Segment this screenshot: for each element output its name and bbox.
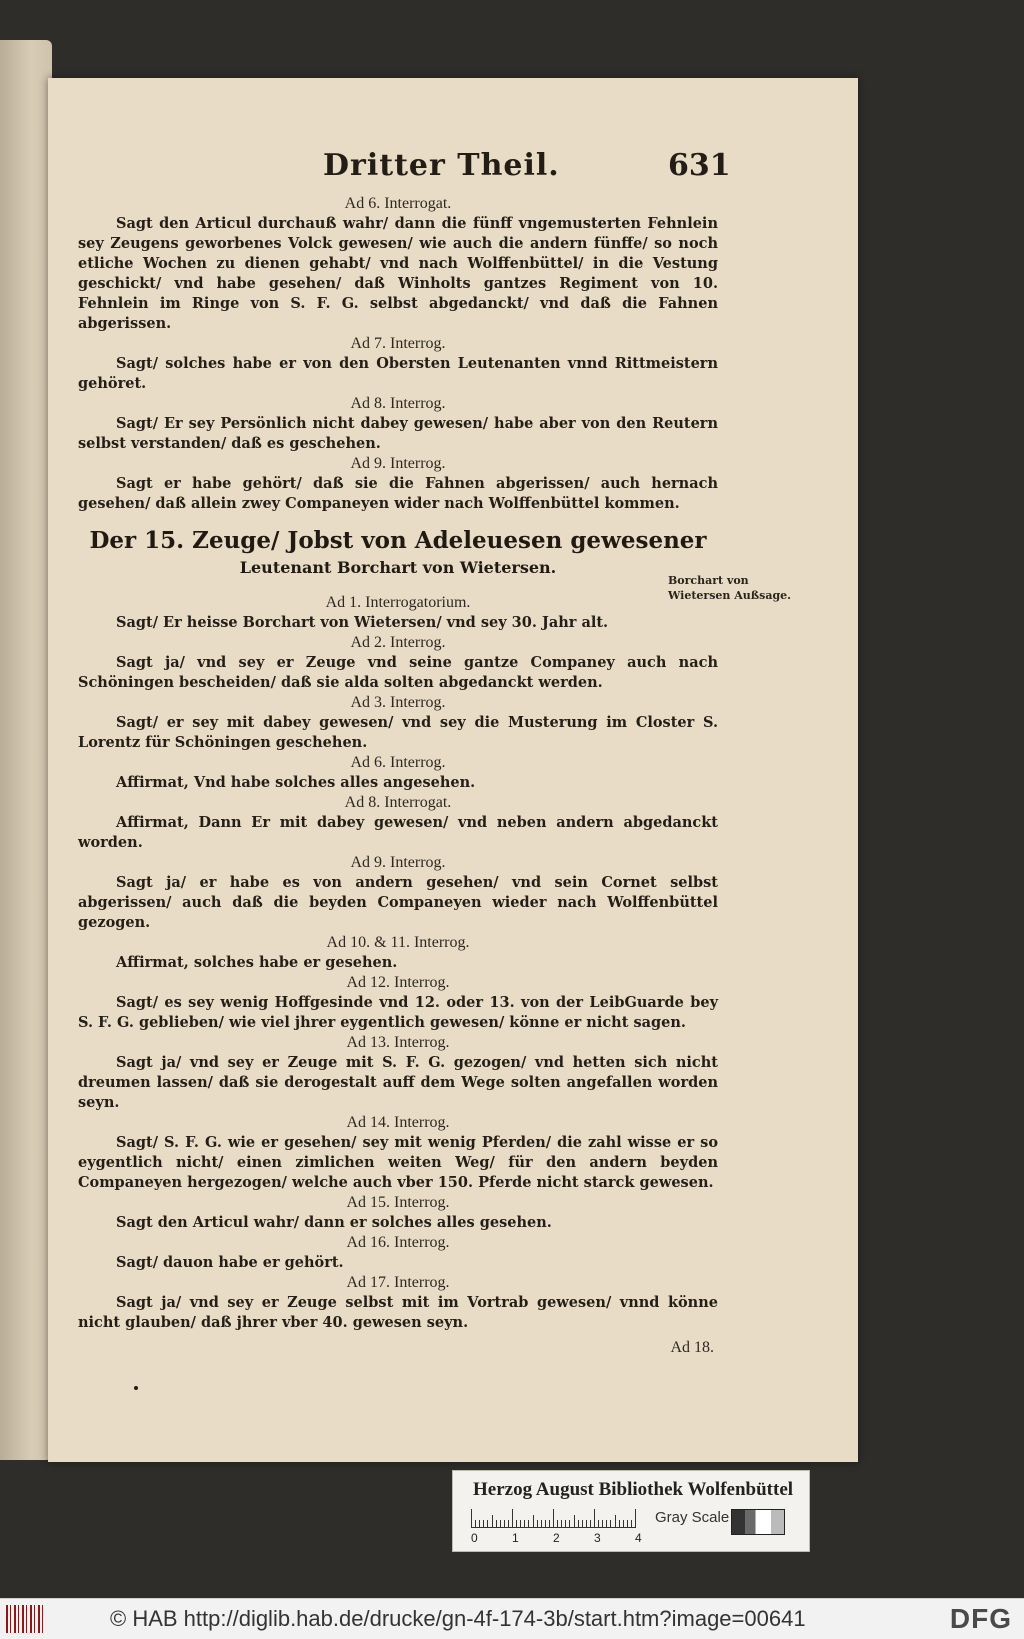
ruler-tick (504, 1520, 505, 1527)
interrogatory-heading: Ad 8. Interrogat. (344, 794, 452, 811)
testimony-paragraph: Sagt/ es sey wenig Hoffgesinde vnd 12. oder 13. von der LeibGuarde bey S. F. G. geblieben/ wie viel jhrer eygentlich gewesen/ könne er nicht sagen. (78, 994, 718, 1031)
testimony-paragraph: Sagt den Articul wahr/ dann er solches alles gesehen. (116, 1214, 552, 1231)
ruler-tick (520, 1520, 521, 1527)
ruler-tick (516, 1520, 517, 1527)
ruler-tick (635, 1509, 636, 1527)
testimony-paragraph: Affirmat, Dann Er mit dabey gewesen/ vnd neben andern abgedanckt worden. (78, 814, 718, 851)
ruler-tick (578, 1520, 579, 1527)
testimony-paragraph: Affirmat, solches habe er gesehen. (116, 954, 398, 971)
ruler-tick (479, 1520, 480, 1527)
catchword: Ad 18. (670, 1339, 714, 1356)
ruler-number: 3 (594, 1531, 601, 1545)
ruler-tick (610, 1520, 611, 1527)
ruler-tick (602, 1520, 603, 1527)
ruler-tick (623, 1520, 624, 1527)
ruler-tick (606, 1520, 607, 1527)
testimony-paragraph: Sagt/ dauon habe er gehört. (116, 1254, 344, 1271)
ruler-tick (598, 1520, 599, 1527)
testimony-paragraph: Sagt/ solches habe er von den Obersten Leutenanten vnnd Rittmeistern gehöret. (78, 355, 718, 392)
footer-bar (0, 1598, 1024, 1639)
ruler-tick (565, 1520, 566, 1527)
testimony-paragraph: Sagt/ Er sey Persönlich nicht dabey gewesen/ habe aber von den Reutern selbst verstanden/ daß es geschehen. (78, 415, 718, 452)
testimony-paragraph: Sagt ja/ vnd sey er Zeuge vnd seine gantze Companey auch nach Schöningen bescheiden/ daß sie alda solten abgedanckt werden. (78, 654, 718, 691)
interrogatory-heading: Ad 6. Interrogat. (344, 195, 452, 212)
ruler-tick (487, 1520, 488, 1527)
ruler-tick (496, 1520, 497, 1527)
ruler-tick (619, 1520, 620, 1527)
page-header (78, 148, 731, 194)
interrogatory-heading: Ad 17. Interrog. (346, 1274, 450, 1291)
interrogatory-heading: Ad 10. & 11. Interrog. (326, 934, 470, 951)
ruler-tick (528, 1520, 529, 1527)
testimony-paragraph: Sagt ja/ vnd sey er Zeuge mit S. F. G. gezogen/ vnd hetten sich nicht dreumen lassen/ daß sie derogestalt auff dem Wege solten angefallen worden seyn. (78, 1054, 718, 1111)
ruler-tick (553, 1509, 554, 1527)
document-page (48, 78, 858, 1462)
ruler-number: 4 (635, 1531, 642, 1545)
ruler-tick (508, 1520, 509, 1527)
interrogatory-heading: Ad 15. Interrog. (346, 1194, 450, 1211)
interrogatory-heading: Ad 6. Interrog. (350, 754, 446, 771)
footer-url[interactable]: © HAB http://diglib.hab.de/drucke/gn-4f-174-3b/start.htm?image=00641 (110, 1606, 806, 1631)
dfg-logo: DFG (949, 1603, 1012, 1634)
gray-scale-label: Gray Scale (655, 1509, 730, 1526)
ruler-number: 2 (553, 1531, 560, 1545)
page-number: 631 (668, 148, 731, 183)
ruler-tick (615, 1515, 616, 1527)
ruler-tick (500, 1520, 501, 1527)
ruler-tick (574, 1515, 575, 1527)
testimony-paragraph: Sagt/ S. F. G. wie er gesehen/ sey mit wenig Pferden/ die zahl wisse er so eygentlich nicht/ einen zimlichen weiten Weg/ für den andern beyden Companeyen hergezogen/ welche auch vber 150. Pferde nicht starck gewesen. (78, 1134, 718, 1191)
ruler-tick (569, 1520, 570, 1527)
ruler-tick (492, 1515, 493, 1527)
interrogatory-heading: Ad 9. Interrog. (350, 455, 446, 472)
text-block-before-title (78, 194, 718, 514)
ruler-tick (483, 1520, 484, 1527)
ruler-tick (475, 1520, 476, 1527)
interrogatory-heading: Ad 2. Interrog. (350, 634, 446, 651)
ruler-tick (627, 1520, 628, 1527)
margin-note: Borchart von Wietersen Außsage. (668, 574, 791, 602)
barcode-icon (6, 1605, 46, 1633)
ruler-tick (537, 1520, 538, 1527)
color-calibration-card (452, 1470, 810, 1552)
interrogatory-heading: Ad 9. Interrog. (350, 854, 446, 871)
ruler-tick (549, 1520, 550, 1527)
testimony-paragraph: Affirmat, Vnd habe solches alles angesehen. (116, 774, 476, 791)
section-title: Der 15. Zeuge/ Jobst von Adeleuesen gewesener (89, 527, 707, 554)
testimony-paragraph: Sagt er habe gehört/ daß sie die Fahnen abgerissen/ auch hernach gesehen/ daß allein zwey Companeyen wider nach Wolffenbüttel kommen. (78, 475, 718, 512)
testimony-paragraph: Sagt den Articul durchauß wahr/ dann die fünff vngemusterten Fehnlein sey Zeugens geworbenes Volck gewesen/ wie auch die andern fünffe/ so noch etliche Wochen zu dienen gehabt/ vnd nach Wolffenbüttel/ in die Vestung geschickt/ vnd habe gesehen/ daß Winholts gantzes Regiment von 10. Fehnlein im Ringe von S. F. G. selbst abgedanckt/ vnd daß die Fahnen abgerissen. (78, 215, 718, 332)
ruler-tick (590, 1520, 591, 1527)
adjacent-page-edge (0, 40, 52, 1460)
interrogatory-heading: Ad 13. Interrog. (346, 1034, 450, 1051)
gray-scale-swatch (731, 1509, 785, 1535)
text-block-after-title (78, 593, 718, 1333)
scale-ruler (471, 1509, 636, 1528)
section-subtitle: Leutenant Borchart von Wietersen. (239, 558, 557, 577)
interrogatory-heading: Ad 8. Interrog. (350, 395, 446, 412)
interrogatory-heading: Ad 14. Interrog. (346, 1114, 450, 1131)
testimony-paragraph: Sagt/ Er heisse Borchart von Wietersen/ vnd sey 30. Jahr alt. (116, 614, 609, 631)
ruler-tick (533, 1515, 534, 1527)
ruler-tick (561, 1520, 562, 1527)
ruler-tick (631, 1520, 632, 1527)
interrogatory-heading: Ad 1. Interrogatorium. (325, 594, 471, 611)
interrogatory-heading: Ad 3. Interrog. (350, 694, 446, 711)
ruler-number: 0 (471, 1531, 478, 1545)
ruler-number: 1 (512, 1531, 519, 1545)
running-head: Dritter Theil. (323, 148, 560, 183)
ruler-tick (545, 1520, 546, 1527)
ruler-tick (471, 1509, 472, 1527)
testimony-paragraph: Sagt ja/ vnd sey er Zeuge selbst mit im Vortrab gewesen/ vnnd könne nicht glauben/ daß jhrer vber 40. gewesen seyn. (78, 1294, 718, 1331)
library-name: Herzog August Bibliothek Wolfenbüttel (473, 1479, 794, 1500)
ruler-tick (582, 1520, 583, 1527)
interrogatory-heading: Ad 12. Interrog. (346, 974, 450, 991)
ruler-tick (594, 1509, 595, 1527)
ink-dot (134, 1386, 138, 1390)
testimony-paragraph: Sagt ja/ er habe es von andern gesehen/ vnd sein Cornet selbst abgerissen/ auch daß die beyden Companeyen wieder nach Wolffenbüttel gezogen. (78, 874, 718, 931)
interrogatory-heading: Ad 16. Interrog. (346, 1234, 450, 1251)
ruler-tick (586, 1520, 587, 1527)
ruler-tick (557, 1520, 558, 1527)
ruler-tick (541, 1520, 542, 1527)
testimony-paragraph: Sagt/ er sey mit dabey gewesen/ vnd sey die Musterung im Closter S. Lorentz für Schöningen geschehen. (78, 714, 718, 751)
ruler-tick (524, 1520, 525, 1527)
interrogatory-heading: Ad 7. Interrog. (350, 335, 446, 352)
ruler-tick (512, 1509, 513, 1527)
